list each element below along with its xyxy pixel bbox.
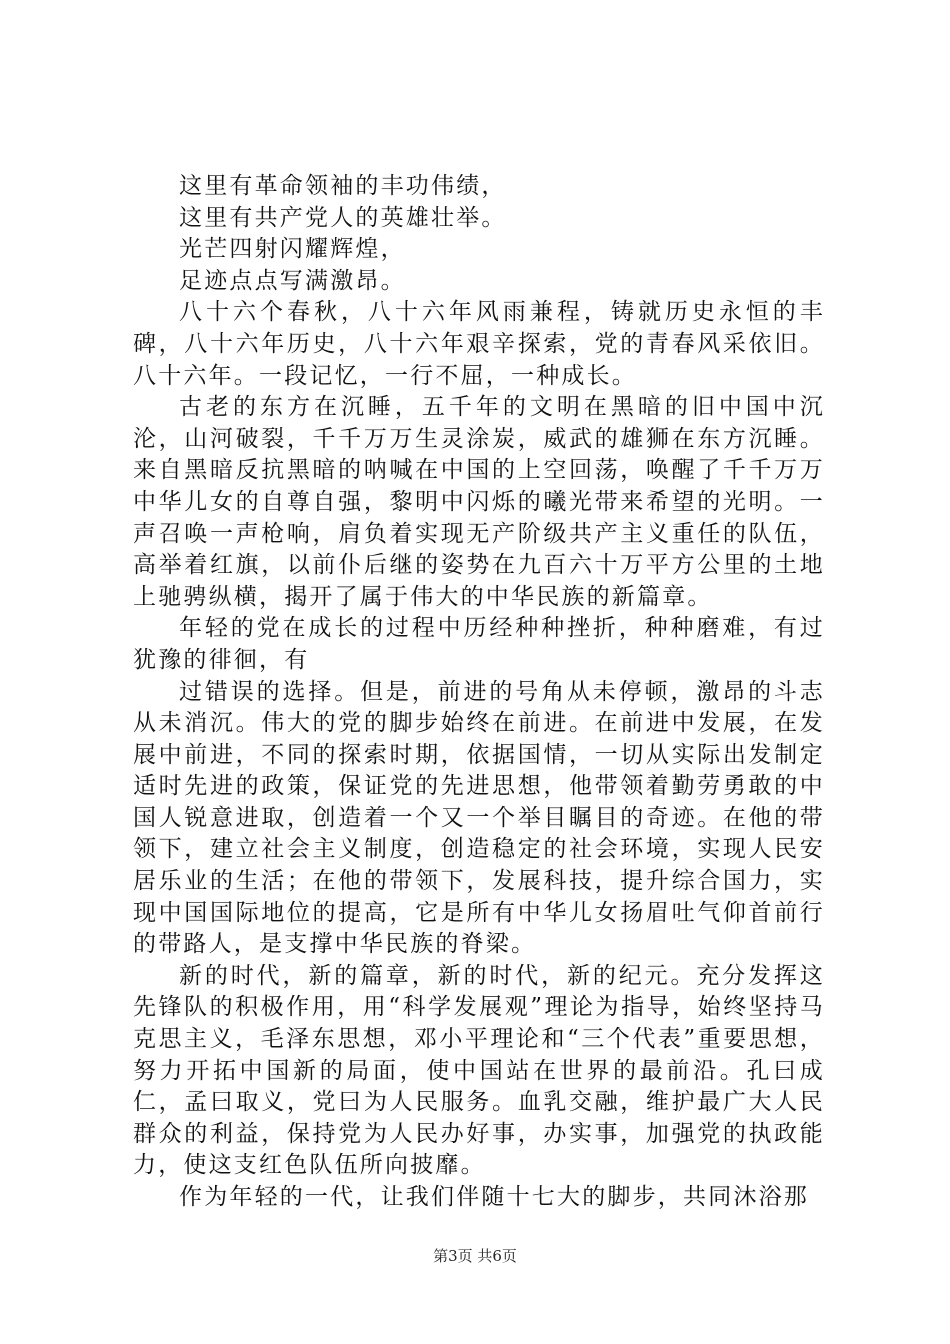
body-paragraph: 八十六个春秋，八十六年风雨兼程，铸就历史永恒的丰碑，八十六年历史，八十六年艰辛探索，党的青春风采依旧。八十六年。一段记忆，一行不屈，一种成长。 — [133, 299, 825, 389]
body-paragraph: 过错误的选择。但是，前进的号角从未停顿，激昂的斗志从未消沉。伟大的党的脚步始终在前进。在前进中发展，在发展中前进，不同的探索时期，依据国情，一切从实际出发制定适时先进的政策，保证党的先进思想，他带领着勤劳勇敢的中国人锐意进取，创造着一个又一个举目瞩目的奇迹。在他的带领下，建立社会主义制度，创造稳定的社会环境，实现人民安居乐业的生活；在他的带领下，发展科技，提升综合国力，实现中国国际地位的提高，它是所有中华儿女扬眉吐气仰首前行的带路人，是支撑中华民族的脊梁。 — [133, 678, 825, 958]
poem-line: 这里有革命领袖的丰功伟绩， — [179, 173, 507, 199]
body-paragraph: 古老的东方在沉睡，五千年的文明在黑暗的旧中国中沉沦，山河破裂，千千万万生灵涂炭，威武的雄狮在东方沉睡。来自黑暗反抗黑暗的呐喊在中国的上空回荡，唤醒了千千万万中华儿女的自尊自强，黎明中闪烁的曦光带来希望的光明。一声召唤一声枪响，肩负着实现无产阶级共产主义重任的队伍，高举着红旗，以前仆后继的姿势在九百六十万平方公里的土地上驰骋纵横，揭开了属于伟大的中华民族的新篇章。 — [133, 394, 825, 610]
poem-line: 足迹点点写满激昂。 — [179, 267, 406, 294]
body-paragraph: 作为年轻的一代，让我们伴随十七大的脚步，共同沐浴那 — [179, 1184, 809, 1210]
page-footer — [0, 1245, 950, 1266]
poem-line: 这里有共产党人的英雄壮举。 — [179, 204, 507, 231]
body-paragraph: 新的时代，新的篇章，新的时代，新的纪元。充分发挥这先锋队的积极作用，用“科学发展观”理论为指导，始终坚持马克思主义，毛泽东思想，邓小平理论和“三个代表”重要思想，努力开拓中国新的局面，使中国站在世界的最前沿。孔曰成仁，孟曰取义，党曰为人民服务。血乳交融，维护最广大人民群众的利益，保持党为人民办好事，办实事，加强党的执政能力，使这支红色队伍所向披靡。 — [133, 962, 825, 1179]
page-number-label: 第3页 共6页 — [433, 1247, 517, 1265]
body-paragraph: 年轻的党在成长的过程中历经种种挫折，种种磨难，有过犹豫的徘徊，有 — [133, 615, 825, 673]
document-body — [133, 171, 825, 1214]
poem-line: 光芒四射闪耀辉煌， — [179, 236, 406, 263]
